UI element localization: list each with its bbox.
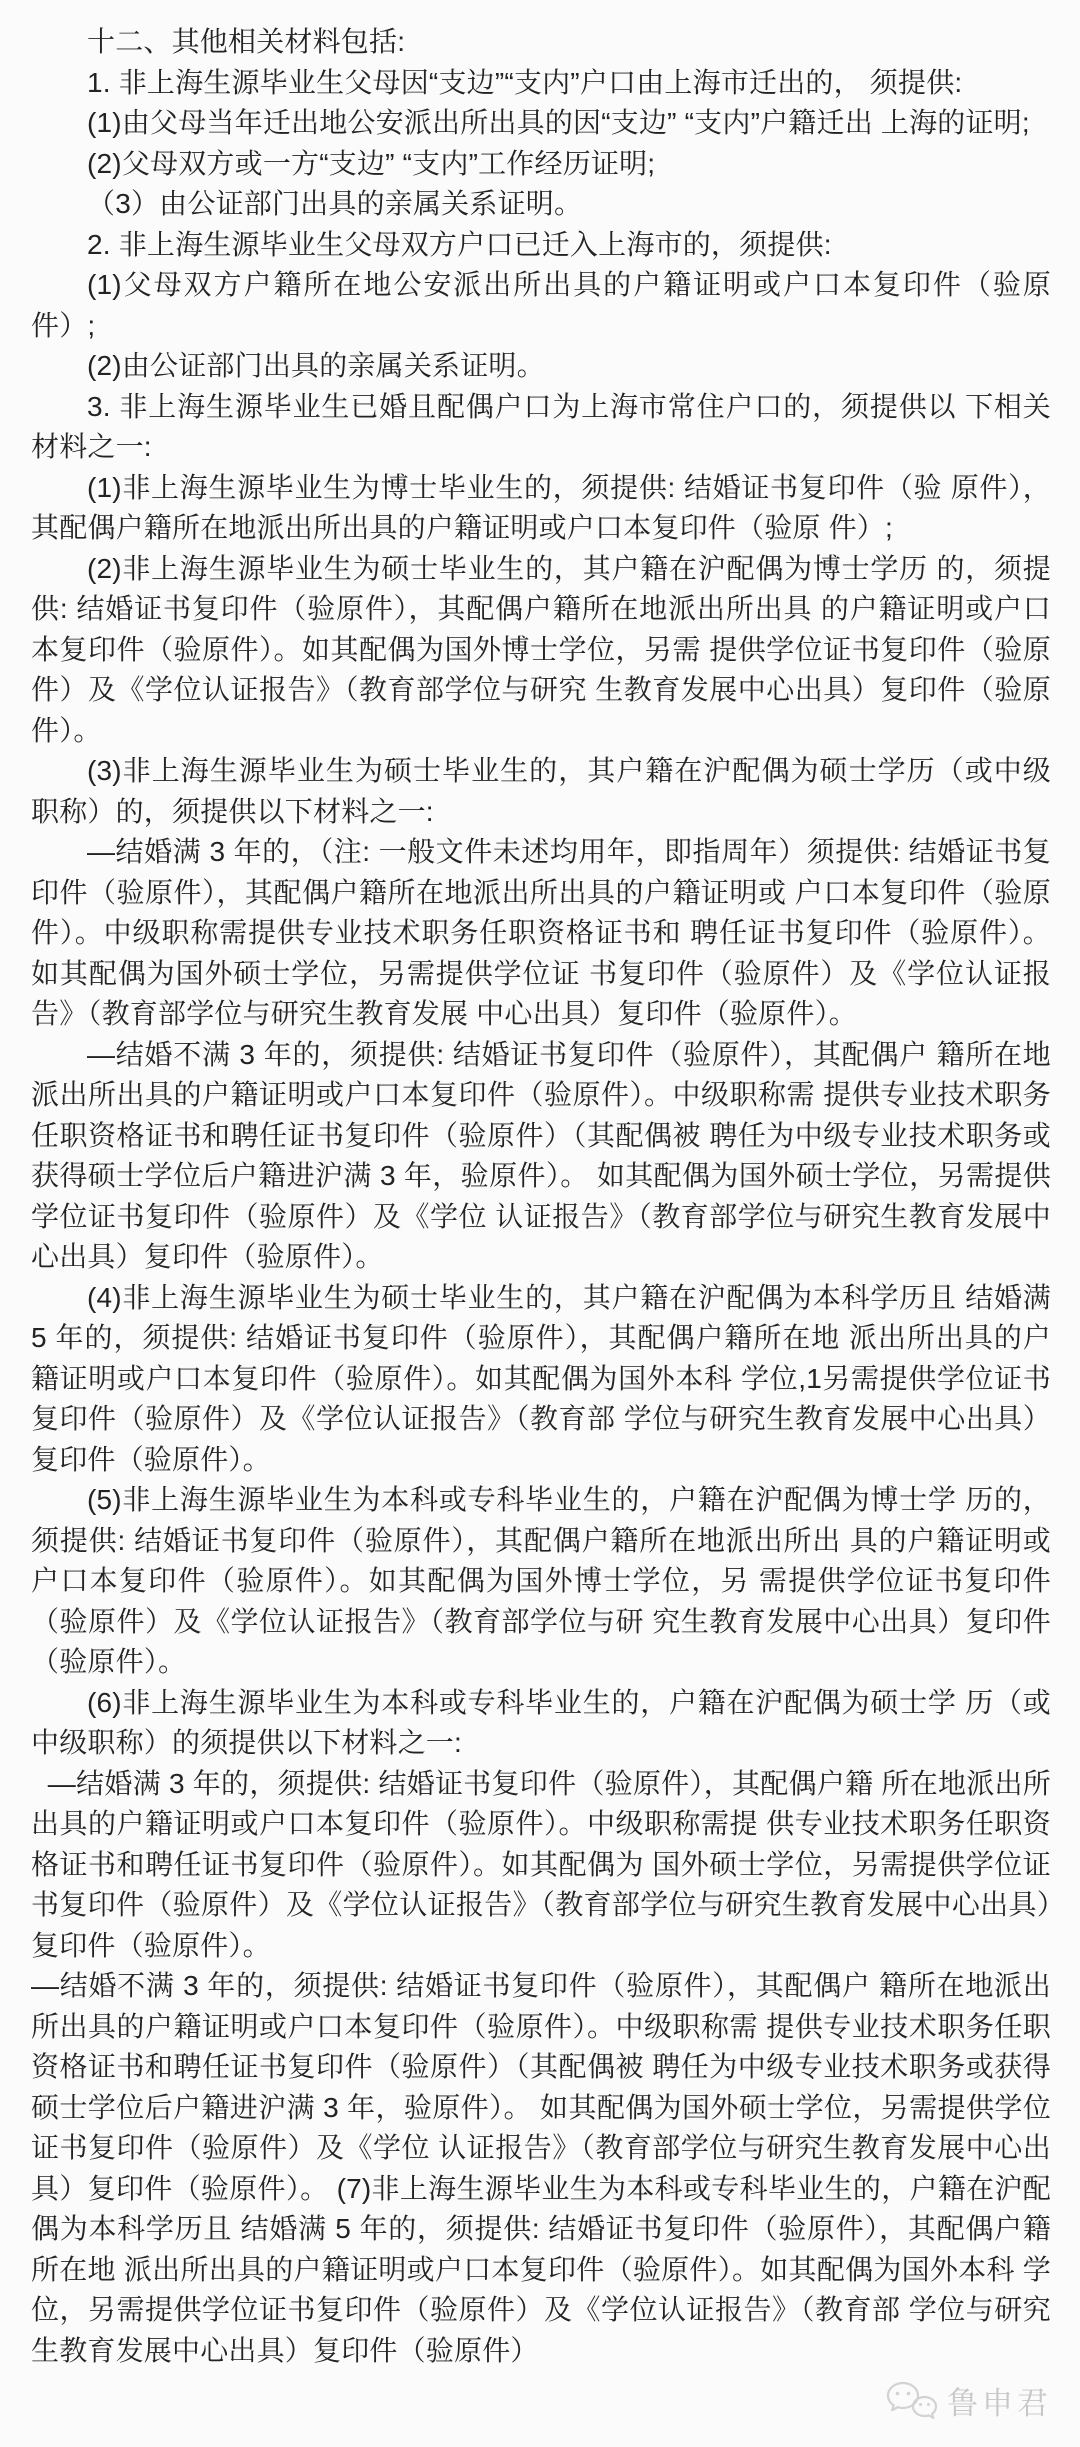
paragraph: —结婚满 3 年的，（注: 一般文件未述均用年，即指周年）须提供: 结婚证书复印件（验原件），其配偶户籍所在地派出所出具的户籍证明或 户口本复印件（验原件）。中级职称需提供专业技术职务任职资格证书和 聘任证书复印件（验原件）。如其配偶为国外硕士学位，另需提供学位证 书复印件（验原件）及《学位认证报告》（教育部学位与研究生教育发展 中心出具）复印件（验原件）。 [31,836,1051,1029]
paragraph: 1. 非上海生源毕业生父母因“支边”“支内”户口由上海市迁出的， 须提供: [87,66,963,98]
paragraph: (1)非上海生源毕业生为博士毕业生的，须提供: 结婚证书复印件（验 原件），其配偶户籍所在地派出所出具的户籍证明或户口本复印件（验原 件）; [31,471,1051,543]
paragraph: (2)父母双方或一方“支边” “支内”工作经历证明; [87,147,656,179]
document-body [31,22,1051,2371]
paragraph: (5)非上海生源毕业生为本科或专科毕业生的，户籍在沪配偶为博士学 历的，须提供: 结婚证书复印件（验原件），其配偶户籍所在地派出所出 具的户籍证明或户口本复印件（验原件）。如其配偶为国外博士学位，另 需提供学位证书复印件（验原件）及《学位认证报告》（教育部学位与研 究生教育发展中心出具）复印件（验原件）。 [31,1484,1051,1677]
paragraph: (6)非上海生源毕业生为本科或专科毕业生的，户籍在沪配偶为硕士学 历（或中级职称）的须提供以下材料之一: [31,1686,1051,1758]
paragraph: —结婚满 3 年的，须提供: 结婚证书复印件（验原件），其配偶户籍 所在地派出所出具的户籍证明或户口本复印件（验原件）。中级职称需提 供专业技术职务任职资格证书和聘任证书复印件（验原件）。如其配偶为 国外硕士学位，另需提供学位证书复印件（验原件）及《学位认证报告》（教育部学位与研究生教育发展中心出具）复印件（验原件）。 [31,1767,1051,1961]
watermark-text: 鲁申君 [947,2386,1052,2421]
watermark [885,2378,1052,2423]
paragraph: 3. 非上海生源毕业生已婚且配偶户口为上海市常住户口的，须提供以 下相关材料之一: [31,390,1051,462]
paragraph: 十二、其他相关材料包括: [87,26,406,57]
paragraph: (4)非上海生源毕业生为硕士毕业生的，其户籍在沪配偶为本科学历且 结婚满 5 年的，须提供: 结婚证书复印件（验原件），其配偶户籍所在地 派出所出具的户籍证明或户口本复印件（验原件）。如其配偶为国外本科 学位,1另需提供学位证书复印件（验原件）及《学位认证报告》（教育部 学位与研究生教育发展中心出具）复印件（验原件）。 [31,1281,1051,1475]
wechat-icon [885,2380,939,2422]
paragraph: (1)由父母当年迁出地公安派出所出具的因“支边” “支内”户籍迁出 上海的证明; [87,107,1030,138]
paragraph: (2)由公证部门出具的亲属关系证明。 [87,350,545,381]
paragraph: —结婚不满 3 年的，须提供: 结婚证书复印件（验原件），其配偶户 籍所在地派出所出具的户籍证明或户口本复印件（验原件）。中级职称需 提供专业技术职务任职资格证书和聘任证书复印件（验原件）（其配偶被 聘任为中级专业技术职务或获得硕士学位后户籍进沪满 3 年，验原件）。 如其配偶为国外硕士学位，另需提供学位证书复印件（验原件）及《学位 认证报告》（教育部学位与研究生教育发展中心出具）复印件（验原件）。 [31,1038,1051,1272]
paragraph: (2)非上海生源毕业生为硕士毕业生的，其户籍在沪配偶为博士学历 的，须提供: 结婚证书复印件（验原件），其配偶户籍所在地派出所出具 的户籍证明或户口本复印件（验原件）。如其配偶为国外博士学位，另需 提供学位证书复印件（验原件）及《学位认证报告》（教育部学位与研究 生教育发展中心出具）复印件（验原件）。 [31,552,1051,746]
paragraph: (3)非上海生源毕业生为硕士毕业生的，其户籍在沪配偶为硕士学历（或中级职称）的，须提供以下材料之一: [31,755,1051,827]
paragraph: —结婚不满 3 年的，须提供: 结婚证书复印件（验原件），其配偶户 籍所在地派出所出具的户籍证明或户口本复印件（验原件）。中级职称需 提供专业技术职务任职资格证书和聘任证书复印件（验原件）（其配偶被 聘任为中级专业技术职务或获得硕士学位后户籍进沪满 3 年，验原件）。 如其配偶为国外硕士学位，另需提供学位证书复印件（验原件）及《学位 认证报告》（教育部学位与研究生教育发展中心出具）复印件（验原件）。 (7)非上海生源毕业生为本科或专科毕业生的，户籍在沪配偶为本科学历且 结婚满 5 年的，须提供: 结婚证书复印件（验原件），其配偶户籍所在地 派出所出具的户籍证明或户口本复印件（验原件）。如其配偶为国外本科 学位，另需提供学位证书复印件（验原件）及《学位认证报告》（教育部 学位与研究生教育发展中心出具）复印件（验原件） [31,1970,1051,2366]
paragraph: （3）由公证部门出具的亲属关系证明。 [87,188,583,219]
paragraph: (1)父母双方户籍所在地公安派出所出具的户籍证明或户口本复印件（验原件）; [31,269,1051,341]
paragraph: 2. 非上海生源毕业生父母双方户口已迁入上海市的，须提供: [87,228,832,260]
